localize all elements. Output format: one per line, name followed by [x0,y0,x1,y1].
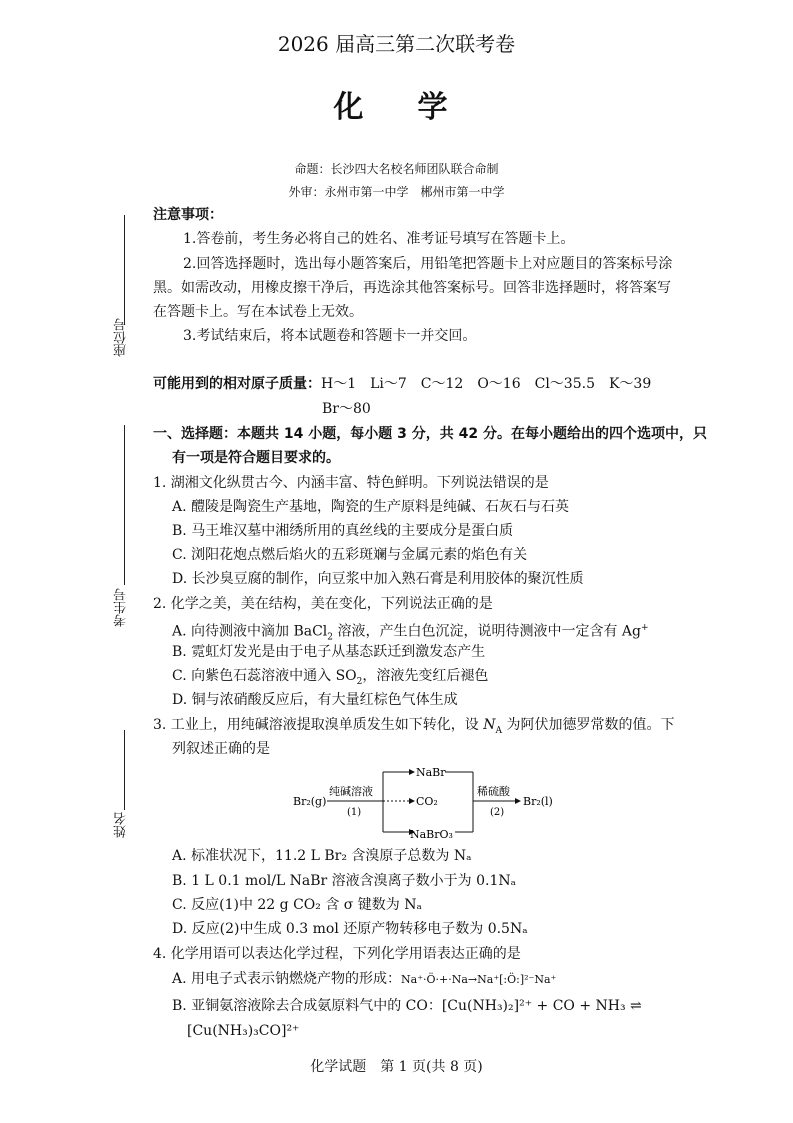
q4-stem: 4. 化学用语可以表达化学过程，下列化学用语表达正确的是 [153,946,521,962]
q2-a-pre: A. 向待测液中滴加 BaCl [172,623,328,640]
q2-option-d: D. 铜与浓硝酸反应后，有大量红棕色气体生成 [172,692,458,708]
q3-option-a: A. 标准状况下，11.2 L Br₂ 含溴原子总数为 Nₐ [172,848,472,864]
arrow-top-head [409,769,415,775]
q1-option-d: D. 长沙臭豆腐的制作，向豆浆中加入熟石膏是利用胶体的聚沉性质 [172,571,584,587]
q1-stem: 1. 湖湘文化纵贯古今、内涵丰富、特色鲜明。下列说法错误的是 [153,475,549,491]
section-1-line2: 有一项是符合题目要求的。 [172,450,340,466]
q1-option-c: C. 浏阳花炮点燃后焰火的五彩斑斓与金属元素的焰色有关 [172,547,528,563]
subject-title: 化 学 [333,90,460,125]
masses-label: 可能用到的相对原子质量： [153,376,321,392]
diagram-start: Br₂(g) [293,795,327,808]
q3-option-d: D. 反应(2)中生成 0.3 mol 还原产物转移电子数为 0.5Nₐ [172,921,528,937]
diagram-end: Br₂(l) [523,795,553,808]
step1-top: 纯碱溶液 [329,785,373,798]
q1-option-b: B. 马王堆汉墓中湘绣所用的真丝线的主要成分是蛋白质 [172,523,514,539]
q3-option-b: B. 1 L 0.1 mol/L NaBr 溶液含溴离子数小于为 0.1Nₐ [172,873,517,889]
q4-a-formula: Na⁺·Ö·+·Na→Na⁺[:Ö:]²⁻Na⁺ [401,973,557,986]
author-line: 命题：长沙四大名校名师团队联合命制 [294,162,499,176]
product-nabro3: NaBrO₃ [410,828,453,840]
q4-a-text: A. 用电子式表示钠燃烧产物的形成： [172,971,402,987]
note-1: 1.答卷前，考生务必将自己的姓名、准考证号填写在答题卡上。 [183,231,575,247]
masses-line1: H～1 Li～7 C～12 O～16 Cl～35.5 K～39 [321,376,652,392]
seat-line [124,215,125,325]
name-line [124,730,125,810]
q2-stem: 2. 化学之美，美在结构，美在变化，下列说法正确的是 [153,596,493,612]
q3-stem-pre: 3. 工业上，用纯碱溶液提取溴单质发生如下转化，设 [153,717,484,733]
exam-no-label: 考生号 [114,588,129,627]
q2-c-post: ，溶液先变红后褪色 [362,668,489,684]
note-2b: 黑。如需改动，用橡皮擦干净后，再选涂其他答案标号。回答非选择题时，将答案写 [153,280,671,296]
masses-line2: Br～80 [322,401,371,417]
q3-stem-post: 为阿伏加德罗常数的值。下 [502,717,675,733]
step2-arrow-head [515,798,521,804]
note-2a: 2.回答选择题时，选出每小题答案后，用铅笔把答题卡上对应题目的答案标号涂 [183,256,673,272]
page-footer: 化学试题 第 1 页(共 8 页) [310,1059,483,1075]
product-co2: CO₂ [416,795,438,808]
name-label: 姓名 [114,812,129,838]
q3-na: N [483,717,496,733]
atomic-masses [153,373,651,395]
reviewer-line: 外审：永州市第一中学 郴州市第一中学 [288,185,505,199]
q1-option-a: A. 醴陵是陶瓷生产基地，陶瓷的生产原料是纯碱、石灰石与石英 [172,499,570,515]
q4-option-a [172,968,556,991]
q2-a-sub: 2 [327,632,334,643]
q4-option-b-line1: B. 亚铜氨溶液除去合成氨原料气中的 CO：[Cu(NH₃)₂]²⁺ + CO + NH₃ ⇌ [172,998,642,1014]
q2-c-sub: 2 [356,676,363,687]
q3-flow-diagram [285,762,565,840]
arrow-mid-head [409,798,415,804]
q2-c-pre: C. 向紫色石蕊溶液中通入 SO [172,668,357,684]
q3-option-c: C. 反应(1)中 22 g CO₂ 含 σ 键数为 Nₐ [172,897,422,913]
q3-na-sub: A [495,725,503,736]
section-1-line1: 一、选择题：本题共 14 小题，每小题 3 分，共 42 分。在每小题给出的四个选项中，只 [153,426,707,442]
q2-a-sup: + [641,623,649,633]
note-3: 3.考试结束后，将本试题卷和答题卡一并交回。 [183,328,477,344]
q3-stem-line2: 列叙述正确的是 [172,741,270,757]
seat-label: 座位号 [114,318,129,357]
q2-a-post: 溶液，产生白色沉淀，说明待测液中一定含有 Ag [333,623,642,640]
q2-option-b: B. 霓虹灯发光是由于电子从基态跃迁到激发态产生 [172,644,486,660]
exam-no-line [124,425,125,585]
step2-top: 稀硫酸 [477,785,510,798]
notes-title: 注意事项： [153,207,223,223]
q4-option-b-line2: [Cu(NH₃)₃CO]²⁺ [187,1023,300,1039]
product-nabr: NaBr [416,766,446,779]
step1-bottom: (1) [347,807,362,818]
step2-bottom: (2) [490,807,505,818]
exam-title: 2026 届高三第二次联考卷 [277,32,516,56]
note-2c: 在答题卡上。写在本试卷上无效。 [153,304,363,320]
